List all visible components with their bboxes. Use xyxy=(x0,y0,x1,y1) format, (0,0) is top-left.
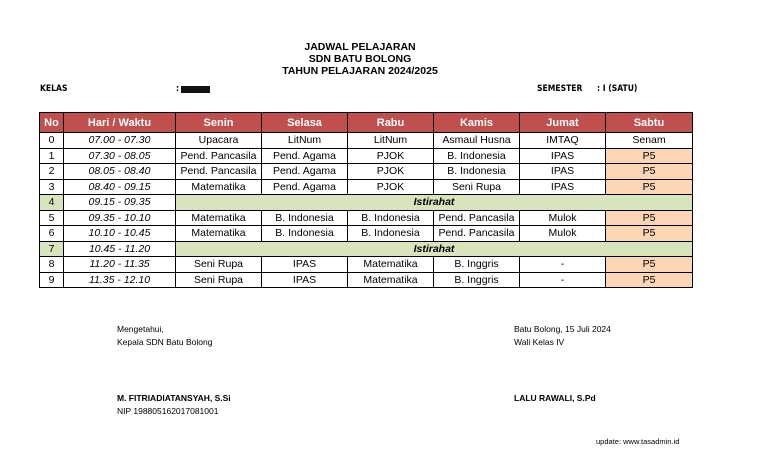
school-name: SDN BATU BOLONG xyxy=(308,53,412,65)
subject-cell: B. Indonesia xyxy=(348,226,434,242)
subject-cell: Pend. Agama xyxy=(262,148,348,164)
header-no: No xyxy=(40,113,64,133)
subject-cell: Asmaul Husna xyxy=(434,133,520,149)
time-cell: 10.45 - 11.20 xyxy=(64,241,176,257)
principal-name: M. FITRIADIATANSYAH, S.Si xyxy=(117,393,231,403)
row-number: 2 xyxy=(40,164,64,180)
table-row xyxy=(40,272,693,288)
row-number: 7 xyxy=(40,241,64,257)
time-cell: 07.00 - 07.30 xyxy=(64,133,176,149)
time-cell: 08.40 - 09.15 xyxy=(64,179,176,195)
header-senin: Senin xyxy=(176,113,262,133)
time-cell: 11.35 - 12.10 xyxy=(64,272,176,288)
subject-cell: Pend. Agama xyxy=(262,164,348,180)
subject-cell: P5 xyxy=(606,272,693,288)
subject-cell: IPAS xyxy=(520,148,606,164)
subject-cell: IPAS xyxy=(262,257,348,273)
footer-left xyxy=(117,323,212,349)
subject-cell: Upacara xyxy=(176,133,262,149)
time-cell: 08.05 - 08.40 xyxy=(64,164,176,180)
header-selasa: Selasa xyxy=(262,113,348,133)
subject-cell: P5 xyxy=(606,257,693,273)
table-row xyxy=(40,133,693,149)
homeroom-title: Wali Kelas IV xyxy=(514,337,565,347)
table-row xyxy=(40,195,693,211)
subject-cell: B. Indonesia xyxy=(262,226,348,242)
semester-value: : I (SATU) xyxy=(597,84,638,94)
subject-cell: IMTAQ xyxy=(520,133,606,149)
principal-title: Kepala SDN Batu Bolong xyxy=(117,337,213,347)
row-number: 8 xyxy=(40,257,64,273)
subject-cell: Pend. Pancasila xyxy=(434,210,520,226)
break-cell: Istirahat xyxy=(176,195,693,211)
subject-cell: Matematika xyxy=(348,272,434,288)
school-year: TAHUN PELAJARAN 2024/2025 xyxy=(282,65,438,77)
subject-cell: B. Inggris xyxy=(434,272,520,288)
subject-cell: LitNum xyxy=(262,133,348,149)
subject-cell: P5 xyxy=(606,210,693,226)
time-cell: 09.15 - 09.35 xyxy=(64,195,176,211)
principal-signature-block xyxy=(117,392,231,418)
table-body xyxy=(40,133,693,288)
row-number: 0 xyxy=(40,133,64,149)
subject-cell: P5 xyxy=(606,148,693,164)
kelas-separator: : xyxy=(176,84,180,94)
table-header-row xyxy=(40,113,693,133)
subject-cell: IPAS xyxy=(262,272,348,288)
table-row xyxy=(40,241,693,257)
subject-cell: Matematika xyxy=(348,257,434,273)
table-row xyxy=(40,164,693,180)
kelas-label: KELAS xyxy=(40,84,68,94)
subject-cell: B. Indonesia xyxy=(434,164,520,180)
subject-cell: B. Inggris xyxy=(434,257,520,273)
header-jumat: Jumat xyxy=(520,113,606,133)
subject-cell: Matematika xyxy=(176,179,262,195)
row-number: 3 xyxy=(40,179,64,195)
subject-cell: Senam xyxy=(606,133,693,149)
time-cell: 09.35 - 10.10 xyxy=(64,210,176,226)
subject-cell: LitNum xyxy=(348,133,434,149)
break-cell: Istirahat xyxy=(176,241,693,257)
row-number: 9 xyxy=(40,272,64,288)
principal-nip: NIP 198805162017081001 xyxy=(117,406,219,416)
subject-cell: P5 xyxy=(606,226,693,242)
subject-cell: Pend. Pancasila xyxy=(176,148,262,164)
subject-cell: Pend. Pancasila xyxy=(434,226,520,242)
subject-cell: Seni Rupa xyxy=(434,179,520,195)
subject-cell: B. Indonesia xyxy=(434,148,520,164)
subject-cell: Mulok xyxy=(520,210,606,226)
schedule-table xyxy=(39,112,693,288)
subject-cell: Seni Rupa xyxy=(176,257,262,273)
homeroom-name: LALU RAWALI, S.Pd xyxy=(514,393,596,403)
subject-cell: Pend. Agama xyxy=(262,179,348,195)
header-kamis: Kamis xyxy=(434,113,520,133)
subject-cell: P5 xyxy=(606,179,693,195)
subject-cell: Matematika xyxy=(176,226,262,242)
table-row xyxy=(40,210,693,226)
subject-cell: PJOK xyxy=(348,148,434,164)
table-row xyxy=(40,148,693,164)
footer-right xyxy=(514,323,611,349)
subject-cell: Matematika xyxy=(176,210,262,226)
document-title: JADWAL PELAJARAN xyxy=(304,41,416,53)
subject-cell: B. Indonesia xyxy=(262,210,348,226)
header-time: Hari / Waktu xyxy=(64,113,176,133)
subject-cell: - xyxy=(520,272,606,288)
row-number: 4 xyxy=(40,195,64,211)
subject-cell: Mulok xyxy=(520,226,606,242)
row-number: 6 xyxy=(40,226,64,242)
update-note: update: www.tasadmin.id xyxy=(596,437,680,446)
subject-cell: Pend. Pancasila xyxy=(176,164,262,180)
header-sabtu: Sabtu xyxy=(606,113,693,133)
time-cell: 11.20 - 11.35 xyxy=(64,257,176,273)
row-number: 1 xyxy=(40,148,64,164)
acknowledged-label: Mengetahui, xyxy=(117,324,164,334)
row-number: 5 xyxy=(40,210,64,226)
table-row xyxy=(40,257,693,273)
table-row xyxy=(40,179,693,195)
subject-cell: IPAS xyxy=(520,179,606,195)
time-cell: 07.30 - 08.05 xyxy=(64,148,176,164)
subject-cell: B. Indonesia xyxy=(348,210,434,226)
subject-cell: P5 xyxy=(606,164,693,180)
subject-cell: IPAS xyxy=(520,164,606,180)
semester-label: SEMESTER xyxy=(537,84,583,94)
kelas-value-redacted xyxy=(181,86,210,93)
time-cell: 10.10 - 10.45 xyxy=(64,226,176,242)
table-row xyxy=(40,226,693,242)
subject-cell: PJOK xyxy=(348,179,434,195)
place-date: Batu Bolong, 15 Juli 2024 xyxy=(514,324,611,334)
subject-cell: Seni Rupa xyxy=(176,272,262,288)
header-rabu: Rabu xyxy=(348,113,434,133)
subject-cell: PJOK xyxy=(348,164,434,180)
subject-cell: - xyxy=(520,257,606,273)
